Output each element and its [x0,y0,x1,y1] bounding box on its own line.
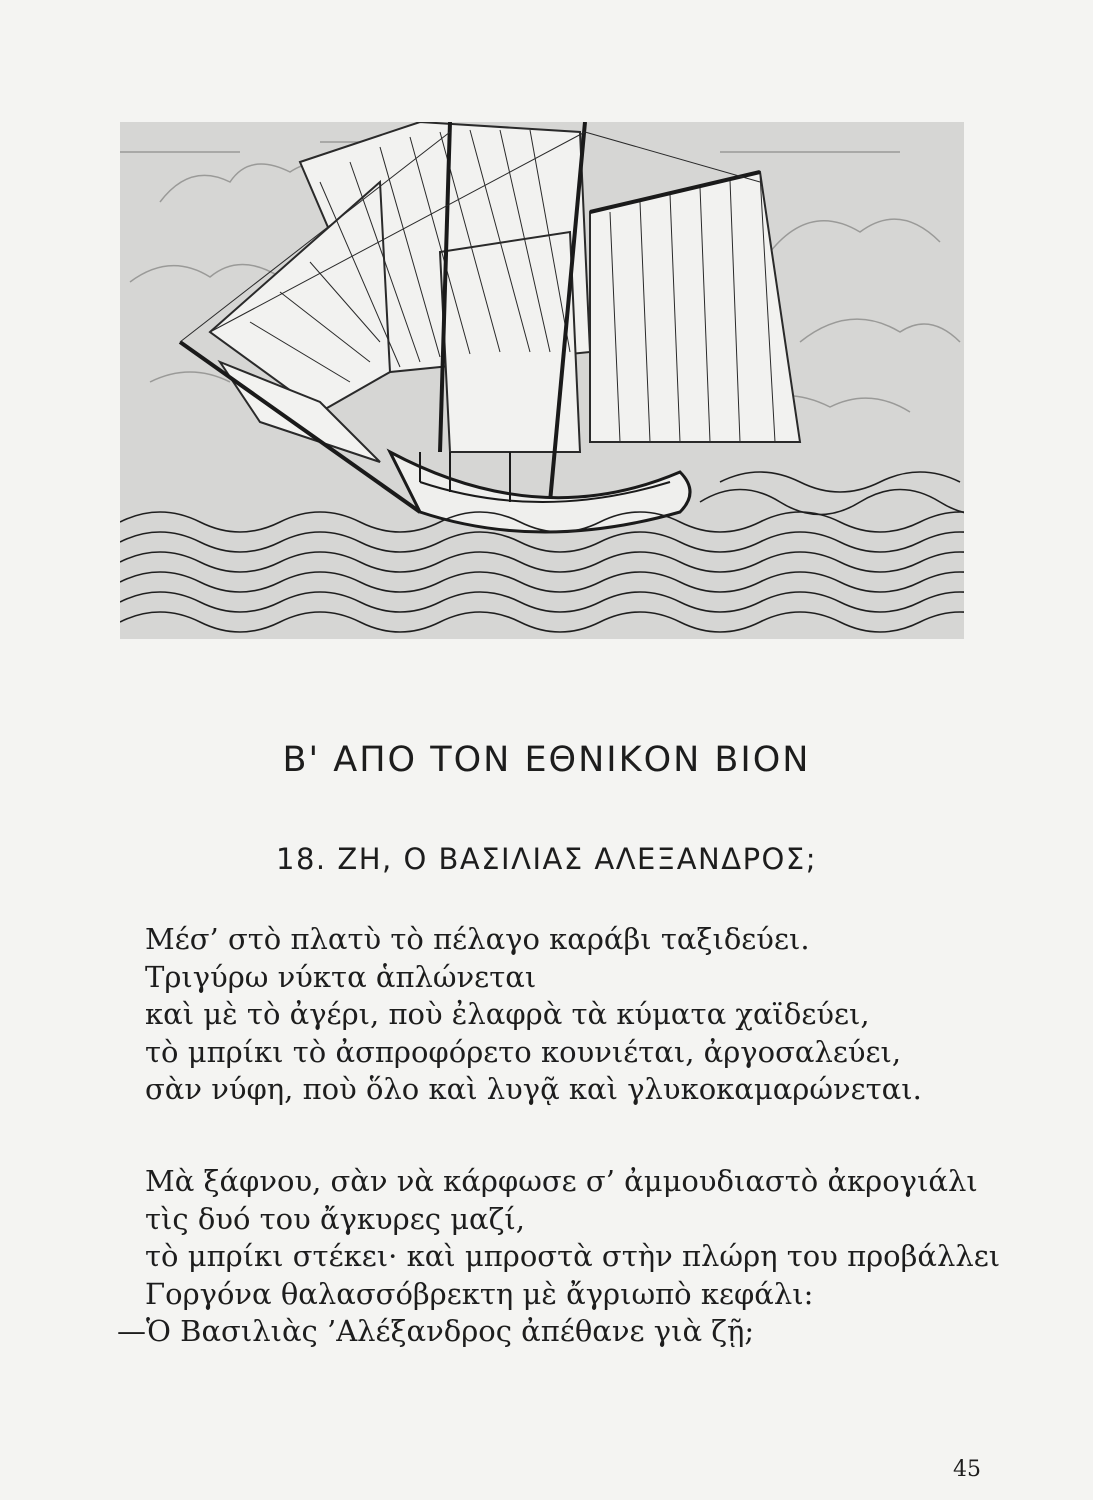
poem-stanza-1 [145,921,1045,1109]
poem-line: Τριγύρω νύκτα ἁπλώνεται [145,959,537,994]
poem-line: Μὰ ξάφνου, σὰν νὰ κάρφωσε σ’ ἀμμουδιαστὸ ἀκρογιάλι [145,1164,978,1198]
sailing-ship-illustration [120,122,964,639]
poem-stanza-2 [117,1163,1045,1351]
poem-line: τὸ μπρίκι τὸ ἀσπροφόρετο κουνιέται, ἀργοσαλεύει, [145,1034,902,1069]
section-title: Β' ΑΠΟ ΤΟΝ ΕΘΝΙΚΟΝ ΒΙΟΝ [282,740,811,780]
poem-line: καὶ μὲ τὸ ἀγέρι, ποὺ ἐλαφρὰ τὰ κύματα χαϊδεύει, [145,997,870,1031]
page-number: 45 [953,1457,981,1482]
ship-drawing [120,122,964,639]
poem-title: 18. ΖΗ, Ο ΒΑΣΙΛΙΑΣ ΑΛΕΞΑΝΔΡΟΣ; [276,842,817,876]
poem-line: τὶς δυό του ἄγκυρες μαζί, [145,1201,525,1236]
poem-line: τὸ μπρίκι στέκει· καὶ μπροστὰ στὴν πλώρη του προβάλλει [145,1239,1001,1273]
poem-line: —Ὁ Βασιλιὰς ’Αλέξανδρος ἀπέθανε γιὰ ζῇ; [117,1314,755,1348]
poem-line: Γοργόνα θαλασσόβρεκτη μὲ ἄγριωπὸ κεφάλι: [145,1276,814,1311]
poem-line: σὰν νύφη, ποὺ ὅλο καὶ λυγᾷ καὶ γλυκοκαμαρώνεται. [145,1072,922,1106]
poem-line: Μέσ’ στὸ πλατὺ τὸ πέλαγο καράβι ταξιδεύει. [145,922,810,956]
